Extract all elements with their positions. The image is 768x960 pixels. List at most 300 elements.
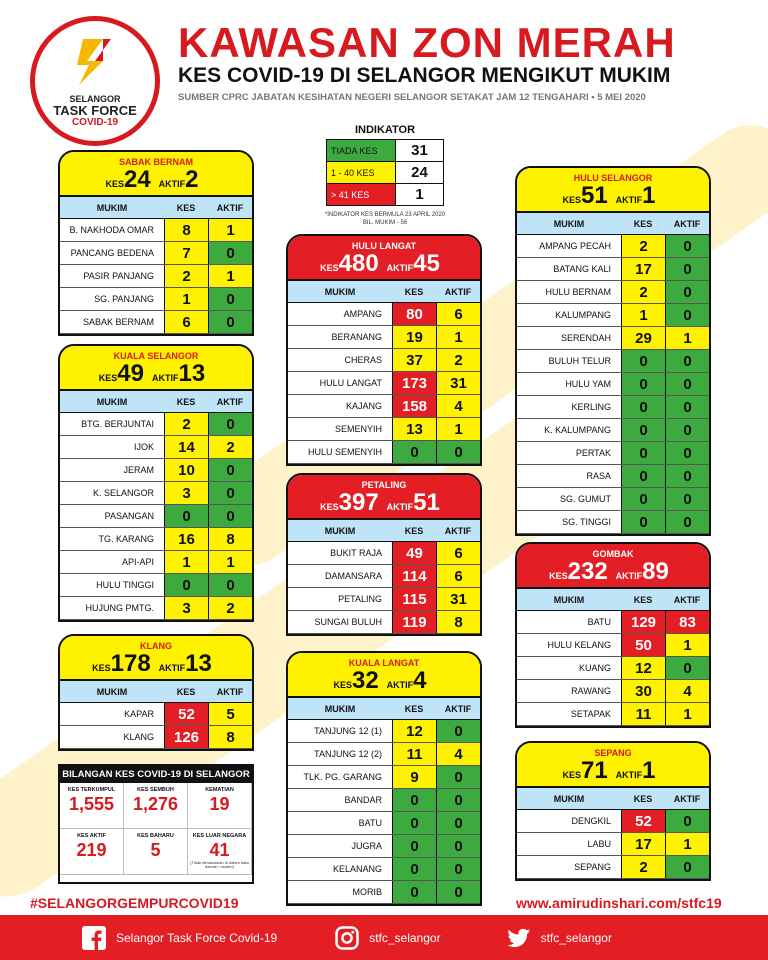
total-value: 5 [150, 840, 161, 860]
mukim-aktif: 0 [208, 482, 252, 504]
mukim-kes: 0 [621, 396, 665, 418]
mukim-kes: 0 [392, 789, 436, 811]
aktif-label: AKTIF [615, 770, 643, 780]
mukim-kes: 10 [164, 459, 208, 481]
footer-bar [0, 915, 768, 960]
table-row [517, 657, 709, 680]
mukim-aktif: 8 [436, 611, 480, 633]
facebook-label: Selangor Task Force Covid-19 [116, 930, 278, 945]
mukim-kes: 11 [621, 703, 665, 725]
mukim-kes: 29 [621, 327, 665, 349]
table-row [288, 858, 480, 881]
mukim-name: CHERAS [344, 355, 382, 365]
kes-label: KES [98, 373, 118, 383]
kes-total: 32 [351, 667, 379, 694]
mukim-kes: 0 [621, 488, 665, 510]
mukim-kes: 2 [164, 265, 208, 287]
table-header [288, 520, 480, 542]
mukim-name: BATU [587, 617, 611, 627]
col-mukim: MUKIM [324, 525, 356, 536]
mukim-aktif: 0 [208, 413, 252, 435]
district-name: HULU LANGAT [351, 241, 417, 251]
facebook-link[interactable] [82, 926, 277, 950]
indikator-legend [326, 124, 444, 206]
col-kes: KES [404, 286, 424, 297]
mukim-aktif: 0 [665, 258, 709, 280]
table-row [517, 281, 709, 304]
total-note: (Tidak dimasukkan di dalam data daerah / mukim) [190, 860, 249, 869]
twitter-icon [507, 926, 531, 950]
mukim-name: KALUMPANG [555, 310, 611, 320]
mukim-kes: 1 [621, 304, 665, 326]
district-stats [60, 167, 252, 195]
table-row [517, 856, 709, 879]
mukim-name: HULU LANGAT [319, 378, 382, 388]
mukim-kes: 14 [164, 436, 208, 458]
mukim-name: KELANANG [332, 864, 382, 874]
twitter-label: stfc_selangor [540, 930, 612, 945]
mukim-name: MORIB [352, 887, 382, 897]
table-row [517, 327, 709, 350]
total-cell [124, 829, 188, 875]
mukim-name: DAMANSARA [324, 571, 382, 581]
mukim-aktif: 0 [665, 235, 709, 257]
mukim-aktif: 1 [208, 551, 252, 573]
district-stats [288, 490, 480, 518]
mukim-kes: 2 [621, 856, 665, 878]
mukim-kes: 7 [164, 242, 208, 264]
col-kes: KES [176, 686, 196, 697]
kes-label: KES [562, 770, 581, 780]
mukim-kes: 0 [392, 835, 436, 857]
table-header [60, 391, 252, 413]
legend-row-low [327, 162, 444, 184]
bolt-icon [73, 37, 117, 87]
mukim-aktif: 0 [208, 459, 252, 481]
mukim-kes: 80 [392, 303, 436, 325]
mukim-name: PANCANG BEDENA [70, 248, 154, 258]
mukim-aktif: 31 [436, 588, 480, 610]
mukim-name: SERENDAH [560, 333, 611, 343]
col-mukim: MUKIM [324, 703, 356, 714]
mukim-kes: 49 [392, 542, 436, 564]
total-value: 1,555 [68, 794, 115, 814]
page-title: KAWASAN ZON MERAH [178, 19, 676, 66]
logo-line-3: COVID-19 [71, 117, 119, 128]
district-card-hulu-langat [286, 234, 482, 466]
table-row [288, 611, 480, 634]
col-mukim: MUKIM [324, 286, 356, 297]
mukim-kes: 37 [392, 349, 436, 371]
mukim-aktif: 0 [665, 304, 709, 326]
district-card-kuala-langat [286, 651, 482, 906]
mukim-name: SEMENYIH [334, 424, 382, 434]
mukim-aktif: 0 [665, 511, 709, 533]
mukim-aktif: 0 [665, 856, 709, 878]
mukim-aktif: 0 [665, 465, 709, 487]
table-row [60, 219, 252, 242]
hashtag: #SELANGORGEMPURCOVID19 [30, 895, 239, 911]
mukim-name: SG. TINGGI [562, 517, 611, 527]
table-row [60, 574, 252, 597]
table-row [288, 835, 480, 858]
mukim-name: IJOK [133, 442, 154, 452]
mukim-aktif: 0 [665, 442, 709, 464]
mukim-name: PERTAK [575, 448, 611, 458]
mukim-aktif: 1 [436, 418, 480, 440]
mukim-name: TG. KARANG [98, 534, 154, 544]
mukim-name: SETAPAK [570, 709, 611, 719]
mukim-kes: 0 [621, 465, 665, 487]
total-cell [60, 783, 124, 829]
mukim-aktif: 8 [208, 726, 252, 748]
mukim-kes: 13 [392, 418, 436, 440]
table-row [517, 396, 709, 419]
mukim-aktif: 31 [436, 372, 480, 394]
mukim-name: BTG. BERJUNTAI [81, 419, 154, 429]
mukim-kes: 0 [621, 419, 665, 441]
table-row [60, 459, 252, 482]
aktif-label: AKTIF [386, 680, 414, 690]
aktif-total: 2 [185, 166, 199, 193]
district-stats [517, 183, 709, 211]
table-row [517, 511, 709, 534]
mukim-name: KUANG [578, 663, 611, 673]
mukim-aktif: 0 [665, 396, 709, 418]
mukim-aktif: 4 [665, 680, 709, 702]
mukim-aktif: 0 [436, 881, 480, 903]
instagram-link[interactable] [335, 926, 440, 950]
mukim-aktif: 0 [208, 505, 252, 527]
aktif-total: 13 [185, 650, 212, 677]
district-name: KLANG [140, 641, 172, 651]
mukim-kes: 19 [392, 326, 436, 348]
mukim-name: BANDAR [344, 795, 382, 805]
mukim-name: AMPANG PECAH [539, 241, 611, 251]
table-header [288, 281, 480, 303]
table-row [288, 418, 480, 441]
col-mukim: MUKIM [96, 396, 128, 407]
mukim-name: HULU YAM [565, 379, 611, 389]
mukim-kes: 3 [164, 482, 208, 504]
mukim-name: HULU BERNAM [545, 287, 611, 297]
table-header [60, 681, 252, 703]
mukim-name: KAJANG [345, 401, 382, 411]
mukim-kes: 8 [164, 219, 208, 241]
mukim-name: BUKIT RAJA [330, 548, 382, 558]
district-card-sabak-bernam [58, 150, 254, 336]
mukim-name: K. KALUMPANG [544, 425, 611, 435]
kes-total: 71 [580, 757, 608, 784]
legend-label: TIADA KES [327, 140, 396, 162]
mukim-aktif: 0 [436, 720, 480, 742]
district-name: SEPANG [594, 748, 632, 758]
total-value: 219 [76, 840, 107, 860]
total-label: KES SEMBUH [137, 787, 174, 793]
mukim-name: PASANGAN [104, 511, 154, 521]
district-name: PETALING [361, 480, 407, 490]
mukim-name: RAWANG [571, 686, 611, 696]
col-kes: KES [176, 202, 196, 213]
mukim-aktif: 5 [208, 703, 252, 725]
aktif-label: AKTIF [152, 373, 179, 383]
mukim-kes: 0 [621, 373, 665, 395]
table-row [288, 395, 480, 418]
page-subtitle: KES COVID-19 DI SELANGOR MENGIKUT MUKIM [178, 64, 671, 87]
col-kes: KES [633, 218, 653, 229]
table-row [60, 703, 252, 726]
col-kes: KES [176, 396, 196, 407]
table-row [288, 326, 480, 349]
district-stats [60, 361, 252, 389]
mukim-name: BATANG KALI [553, 264, 611, 274]
col-mukim: MUKIM [96, 686, 128, 697]
table-row [517, 833, 709, 856]
mukim-kes: 0 [392, 881, 436, 903]
mukim-name: HULU SEMENYIH [307, 447, 382, 457]
mukim-kes: 16 [164, 528, 208, 550]
table-row [60, 311, 252, 334]
district-card-kuala-selangor [58, 344, 254, 622]
mukim-kes: 0 [164, 574, 208, 596]
mukim-aktif: 4 [436, 395, 480, 417]
district-header [60, 346, 252, 391]
indikator-title: INDIKATOR [354, 124, 416, 136]
total-value: 19 [209, 794, 230, 814]
kes-label: KES [320, 263, 339, 273]
mukim-name: HULU TINGGI [96, 580, 154, 590]
mukim-aktif: 0 [208, 574, 252, 596]
mukim-aktif: 6 [436, 542, 480, 564]
mukim-name: BATU [358, 818, 382, 828]
total-cell [188, 783, 252, 829]
mukim-aktif: 1 [665, 634, 709, 656]
kes-label: KES [333, 680, 352, 690]
kes-total: 480 [338, 250, 379, 277]
mukim-aktif: 0 [665, 657, 709, 679]
aktif-total: 51 [413, 489, 440, 516]
district-header [288, 653, 480, 698]
mukim-name: KAPAR [124, 709, 154, 719]
mukim-kes: 173 [392, 372, 436, 394]
mukim-aktif: 0 [665, 350, 709, 372]
col-aktif: AKTIF [216, 396, 244, 407]
logo-line-2: TASK FORCE [53, 103, 137, 118]
mukim-kes: 0 [621, 511, 665, 533]
table-row [517, 465, 709, 488]
mukim-name: API-API [121, 557, 154, 567]
district-card-hulu-selangor [515, 166, 711, 536]
district-header [288, 475, 480, 520]
table-header [517, 213, 709, 235]
instagram-label: stfc_selangor [369, 930, 441, 945]
legend-row-none [327, 140, 444, 162]
table-row [60, 288, 252, 311]
table-row [288, 789, 480, 812]
district-name: KUALA LANGAT [348, 658, 420, 668]
kes-total: 397 [338, 489, 379, 516]
mukim-kes: 2 [621, 235, 665, 257]
mukim-kes: 12 [621, 657, 665, 679]
mukim-kes: 0 [392, 441, 436, 463]
district-header [60, 152, 252, 197]
mukim-kes: 3 [164, 597, 208, 619]
mukim-kes: 129 [621, 611, 665, 633]
district-stats [288, 668, 480, 696]
col-kes: KES [633, 793, 653, 804]
total-value: 41 [209, 840, 230, 860]
table-row [288, 565, 480, 588]
kes-total: 51 [580, 182, 608, 209]
mukim-name: SUNGAI BULUH [314, 617, 382, 627]
mukim-kes: 17 [621, 258, 665, 280]
mukim-aktif: 0 [208, 311, 252, 333]
mukim-name: HUJUNG PMTG. [85, 603, 154, 613]
table-row [288, 542, 480, 565]
mukim-aktif: 8 [208, 528, 252, 550]
aktif-total: 89 [642, 558, 669, 585]
mukim-name: DENGKIL [571, 816, 611, 826]
table-row [288, 720, 480, 743]
mukim-name: B. NAKHODA OMAR [69, 225, 154, 235]
mukim-aktif: 6 [436, 565, 480, 587]
mukim-name: SG. GUMUT [560, 494, 611, 504]
mukim-kes: 52 [621, 810, 665, 832]
col-mukim: MUKIM [553, 793, 585, 804]
table-row [60, 726, 252, 749]
total-label: KEMATIAN [205, 787, 234, 793]
mukim-kes: 9 [392, 766, 436, 788]
legend-count: 31 [396, 140, 444, 162]
district-header [60, 636, 252, 681]
table-row [60, 505, 252, 528]
district-stats [517, 758, 709, 786]
kes-label: KES [562, 195, 581, 205]
mukim-aktif: 0 [208, 288, 252, 310]
total-cell [124, 783, 188, 829]
table-row [517, 304, 709, 327]
aktif-label: AKTIF [386, 502, 414, 512]
mukim-aktif: 0 [665, 419, 709, 441]
indikator-note-2: BIL. MUKIM - 56 [362, 220, 408, 226]
mukim-name: SEPANG [574, 862, 611, 872]
table-row [288, 349, 480, 372]
mukim-name: LABU [587, 839, 611, 849]
kes-label: KES [92, 663, 111, 673]
mukim-aktif: 2 [436, 349, 480, 371]
total-cell [60, 829, 124, 875]
table-row [288, 812, 480, 835]
table-row [517, 680, 709, 703]
district-header [517, 168, 709, 213]
legend-count: 24 [396, 162, 444, 184]
total-label: KES LUAR NEGARA [192, 833, 247, 839]
total-label: KES TERKUMPUL [67, 787, 116, 793]
mukim-aktif: 6 [436, 303, 480, 325]
col-kes: KES [404, 525, 424, 536]
mukim-aktif: 0 [665, 373, 709, 395]
table-header [288, 698, 480, 720]
mukim-kes: 12 [392, 720, 436, 742]
table-row [288, 588, 480, 611]
table-row [288, 303, 480, 326]
website-link[interactable]: www.amirudinshari.com/stfc19 [516, 895, 722, 911]
mukim-kes: 50 [621, 634, 665, 656]
indikator-note-1: *INDIKATOR KES BERMULA 23 APRIL 2020 [324, 212, 446, 218]
kes-total: 232 [567, 558, 608, 585]
twitter-link[interactable] [507, 926, 612, 950]
mukim-aktif: 0 [665, 281, 709, 303]
table-row [517, 442, 709, 465]
mukim-name: RASA [586, 471, 611, 481]
aktif-total: 13 [178, 360, 206, 387]
mukim-aktif: 0 [436, 858, 480, 880]
mukim-name: JUGRA [351, 841, 382, 851]
aktif-total: 1 [642, 182, 656, 209]
source-note: SUMBER CPRC JABATAN KESIHATAN NEGERI SELANGOR SETAKAT JAM 12 TENGAHARI • 5 MEI 2020 [178, 92, 646, 103]
table-row [60, 597, 252, 620]
legend-label: > 41 KES [327, 184, 396, 206]
mukim-aktif: 1 [436, 326, 480, 348]
col-aktif: AKTIF [673, 793, 701, 804]
mukim-name: KLANG [123, 732, 154, 742]
mukim-name: PASIR PANJANG [83, 271, 154, 281]
aktif-label: AKTIF [615, 195, 643, 205]
mukim-aktif: 0 [436, 812, 480, 834]
district-name: GOMBAK [592, 549, 634, 559]
indikator-note [310, 211, 460, 227]
mukim-aktif: 0 [436, 766, 480, 788]
mukim-aktif: 1 [665, 703, 709, 725]
mukim-kes: 0 [392, 858, 436, 880]
kes-label: KES [549, 571, 568, 581]
district-name: HULU SELANGOR [573, 173, 653, 183]
district-card-klang [58, 634, 254, 751]
total-label: KES BAHARU [137, 833, 174, 839]
table-row [517, 810, 709, 833]
mukim-name: AMPANG [343, 309, 382, 319]
mukim-kes: 6 [164, 311, 208, 333]
mukim-aktif: 0 [436, 835, 480, 857]
kes-total: 49 [117, 360, 144, 387]
facebook-icon [82, 926, 106, 950]
col-aktif: AKTIF [444, 703, 472, 714]
mukim-aktif: 1 [208, 265, 252, 287]
table-row [60, 413, 252, 436]
mukim-name: SG. PANJANG [94, 294, 154, 304]
table-row [517, 258, 709, 281]
mukim-name: PETALING [338, 594, 382, 604]
aktif-label: AKTIF [158, 663, 186, 673]
aktif-total: 45 [413, 250, 440, 277]
mukim-name: JERAM [123, 465, 154, 475]
mukim-aktif: 2 [208, 597, 252, 619]
mukim-name: TANJUNG 12 (2) [314, 749, 382, 759]
instagram-icon [335, 926, 359, 950]
aktif-label: AKTIF [386, 263, 414, 273]
district-stats [60, 651, 252, 679]
table-row [517, 235, 709, 258]
mukim-kes: 1 [164, 288, 208, 310]
mukim-kes: 126 [164, 726, 208, 748]
mukim-name: BERANANG [331, 332, 382, 342]
total-cell [188, 829, 252, 875]
task-force-logo [30, 16, 160, 146]
mukim-kes: 0 [621, 350, 665, 372]
legend-row-high [327, 184, 444, 206]
table-row [60, 551, 252, 574]
kes-label: KES [320, 502, 339, 512]
